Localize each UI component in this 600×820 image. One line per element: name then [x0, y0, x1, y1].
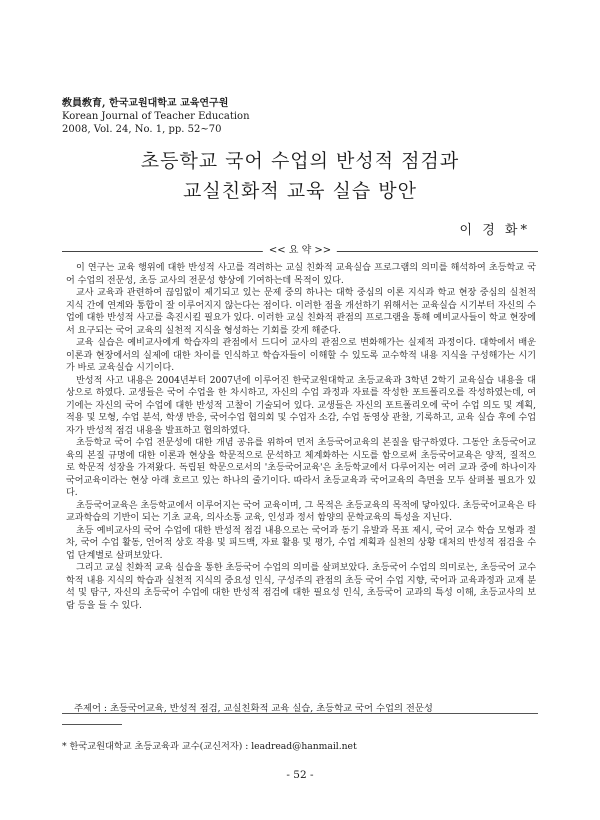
footnote-rule	[62, 724, 122, 725]
abstract-paragraph: 반성적 사고 내용은 2004년부터 2007년에 이루어진 한국교원대학교 초등교육과 3학년 2학기 교육실습 내용을 대상으로 하였다. 교생들은 국어 수업을 한 차시하고, 자신의 수업 과정과 자료를 작성한 포트폴리오를 작성하였는데, 여기에는 자신의 국어 수업에 대한 반성적 고찰이 기술되어 있다. 교생들은 자신의 포트폴리오에 국어 수업 의도 및 계획, 적용 및 모형, 수업 분석, 학생 반응, 국어수업 협의회 및 수업자 소감, 수업 동영상 관찰, 기록하고, 교육 실습 후에 수업자가 반성적 점검 내용을 발표하고 협의하였다.	[66, 375, 536, 436]
abstract-paragraph: 초등 예비교사의 국어 수업에 대한 반성적 점검 내용으로는 국어과 동기 유발과 목표 제시, 국어 교수 학습 모형과 절차, 국어 수업 활동, 언어적 상호 작용 및 피드백, 자료 활용 및 평가, 수업 계획과 실천의 상황 대처의 반성적 점검을 수업 단계별로 살펴보았다.	[66, 525, 536, 561]
keywords-rule	[62, 713, 538, 714]
journal-name-english: Korean Journal of Teacher Education	[62, 111, 250, 122]
author-name: 이 경 화*	[459, 223, 530, 238]
abstract-paragraph: 교육 실습은 예비교사에게 학습자의 관점에서 드디어 교사의 관점으로 변화해가는 실제적 과정이다. 대학에서 배운 이론과 현장에서의 실제에 대한 차이를 인식하고 학습자들이 이해할 수 있도록 교수학적 내용 지식을 구성해가는 시기가 바로 교육실습 시기이다.	[66, 338, 536, 373]
abstract-paragraph: 그리고 교실 친화적 교육 실습을 통한 초등국어 수업의 의미를 살펴보았다. 초등국어 수업의 의미로는, 초등국어 교수학적 내용 지식의 학습과 실천적 지식의 중요성 인식, 구성주의 관점의 초등 국어 수업 지향, 국어과 교육과정과 교재 분석 및 탐구, 자신의 초등국어 수업에 대한 반성적 점검에 대한 필요성 인식, 초등국어 교과의 특성 이해, 초등교사의 보람 등을 들 수 있다.	[66, 563, 536, 611]
keywords: 주제어 : 초등국어교육, 반성적 점검, 교실친화적 교육 실습, 초등학교 국어 수업의 전문성	[74, 703, 433, 714]
abstract-heading-label: << 요 약 >>	[263, 244, 337, 258]
abstract-paragraph: 교사 교육과 관련하여 끊임없이 제기되고 있는 문제 중의 하나는 대학 중심의 이론 지식과 학교 현장 중심의 실천적 지식 간에 연계와 통합이 잘 이루어지지 않는다는 점이다. 이러한 점을 개선하기 위해서는 교육실습 시기부터 자신의 수업에 대한 반성적 사고를 촉진시킬 필요가 있다. 이러한 교실 친화적 관점의 프로그램을 통해 예비교사들이 학교 현장에서 요구되는 국어 교육의 실천적 지식을 형성하는 기회를 갖게 해준다.	[66, 288, 536, 336]
journal-name-korean: 敎員敎育, 한국교원대학교 교육연구원	[62, 98, 229, 109]
footnote: * 한국교원대학교 초등교육과 교수(교신저자) : leadread@hanmail.net	[62, 741, 357, 752]
journal-header	[62, 97, 250, 136]
paper-title	[0, 146, 600, 206]
journal-citation: 2008, Vol. 24, No. 1, pp. 52~70	[62, 124, 222, 135]
page-number: - 52 -	[286, 769, 314, 781]
abstract-body	[66, 262, 536, 612]
abstract-paragraph: 초등국어교육은 초등학교에서 이루어지는 국어 교육이며, 그 목적은 초등교육의 목적에 닿아있다. 초등국어교육은 타교과학습의 기반이 되는 기초 교육, 의사소통 교육, 인성과 정서 함양의 문학교육의 특성을 지닌다.	[66, 500, 536, 523]
abstract-heading	[62, 244, 538, 258]
abstract-paragraph: 초등학교 국어 수업 전문성에 대한 개념 공유를 위하여 먼저 초등국어교육의 본질을 탐구하였다. 그동안 초등국어교육의 본질 규명에 대한 이론과 현상을 학문적으로 문석하고 체계화하는 시도를 함으로써 초등국어교육은 양적, 질적으로 학문적 성장을 가져왔다. 독립된 학문으로서의 '초등국어교육'은 초등학교에서 다루어지는 여러 교과 중에 하나이자 국어교육이라는 현상 아래 흐르고 있는 하나의 줄기이다. 따라서 초등교육과 국어교육의 측면을 모두 살펴볼 필요가 있다.	[66, 438, 536, 498]
abstract-paragraph: 이 연구는 교육 행위에 대한 반성적 사고를 격려하는 교실 친화적 교육실습 프로그램의 의미를 해석하여 초등학교 국어 수업의 전문성, 초등 교사의 전문성 향상에 기여하는데 목적이 있다.	[66, 263, 536, 286]
title-line-2: 교실친화적 교육 실습 방안	[182, 180, 417, 202]
title-line-1: 초등학교 국어 수업의 반성적 점검과	[140, 150, 460, 172]
